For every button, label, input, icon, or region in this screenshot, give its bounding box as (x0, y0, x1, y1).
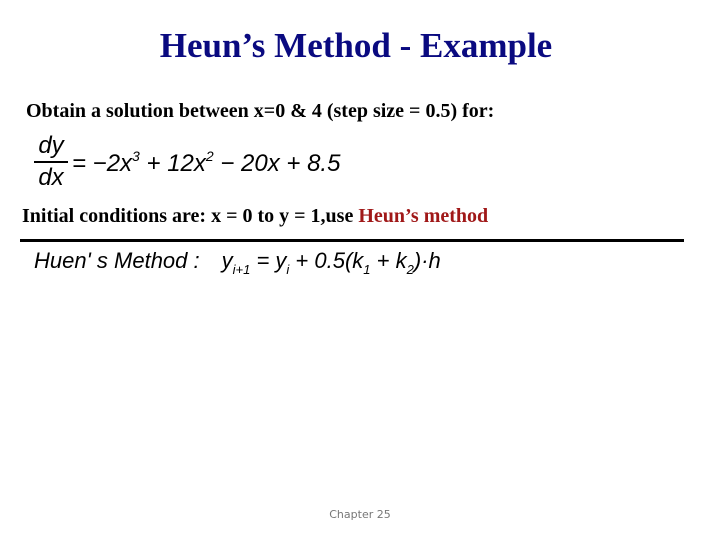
formula-y: y (221, 248, 233, 273)
formula-sub-2: 2 (406, 262, 414, 277)
formula-tail: )·h (413, 248, 441, 273)
heun-formula (34, 248, 441, 277)
rhs-term-3: − 20x + 8.5 (213, 150, 341, 177)
formula-eq: = y (250, 248, 287, 273)
rhs-term-2: + 12x (139, 150, 206, 177)
rhs-exponent-2: 2 (205, 148, 214, 164)
fraction-bar (34, 161, 68, 163)
fraction-denominator: dx (38, 163, 64, 191)
formula-plus: + 0.5(k (289, 248, 364, 273)
slide-footer: Chapter 25 (329, 508, 391, 521)
fraction-numerator: dy (38, 132, 64, 159)
method-highlight: Heun’s method (358, 205, 489, 227)
problem-statement: Obtain a solution between x=0 & 4 (step size = 0.5) for: (26, 100, 495, 122)
rhs-term-1: = −2x (72, 150, 133, 177)
divider-line (20, 239, 684, 242)
rhs-exponent-1: 3 (132, 148, 140, 164)
initial-conditions (22, 205, 488, 228)
formula-plus2: + k (370, 248, 407, 273)
formula-sub-1: 1 (363, 262, 371, 277)
slide-title: Heun’s Method - Example (159, 26, 553, 65)
initial-conditions-text: Initial conditions are: x = 0 to y = 1,use (22, 205, 359, 227)
formula-sub-i: i (286, 262, 290, 277)
ode-right-hand-side (72, 148, 340, 178)
derivative-fraction (34, 132, 68, 192)
formula-label: Huen' s Method : (34, 248, 200, 273)
formula-sub-next: i+1 (232, 262, 251, 277)
